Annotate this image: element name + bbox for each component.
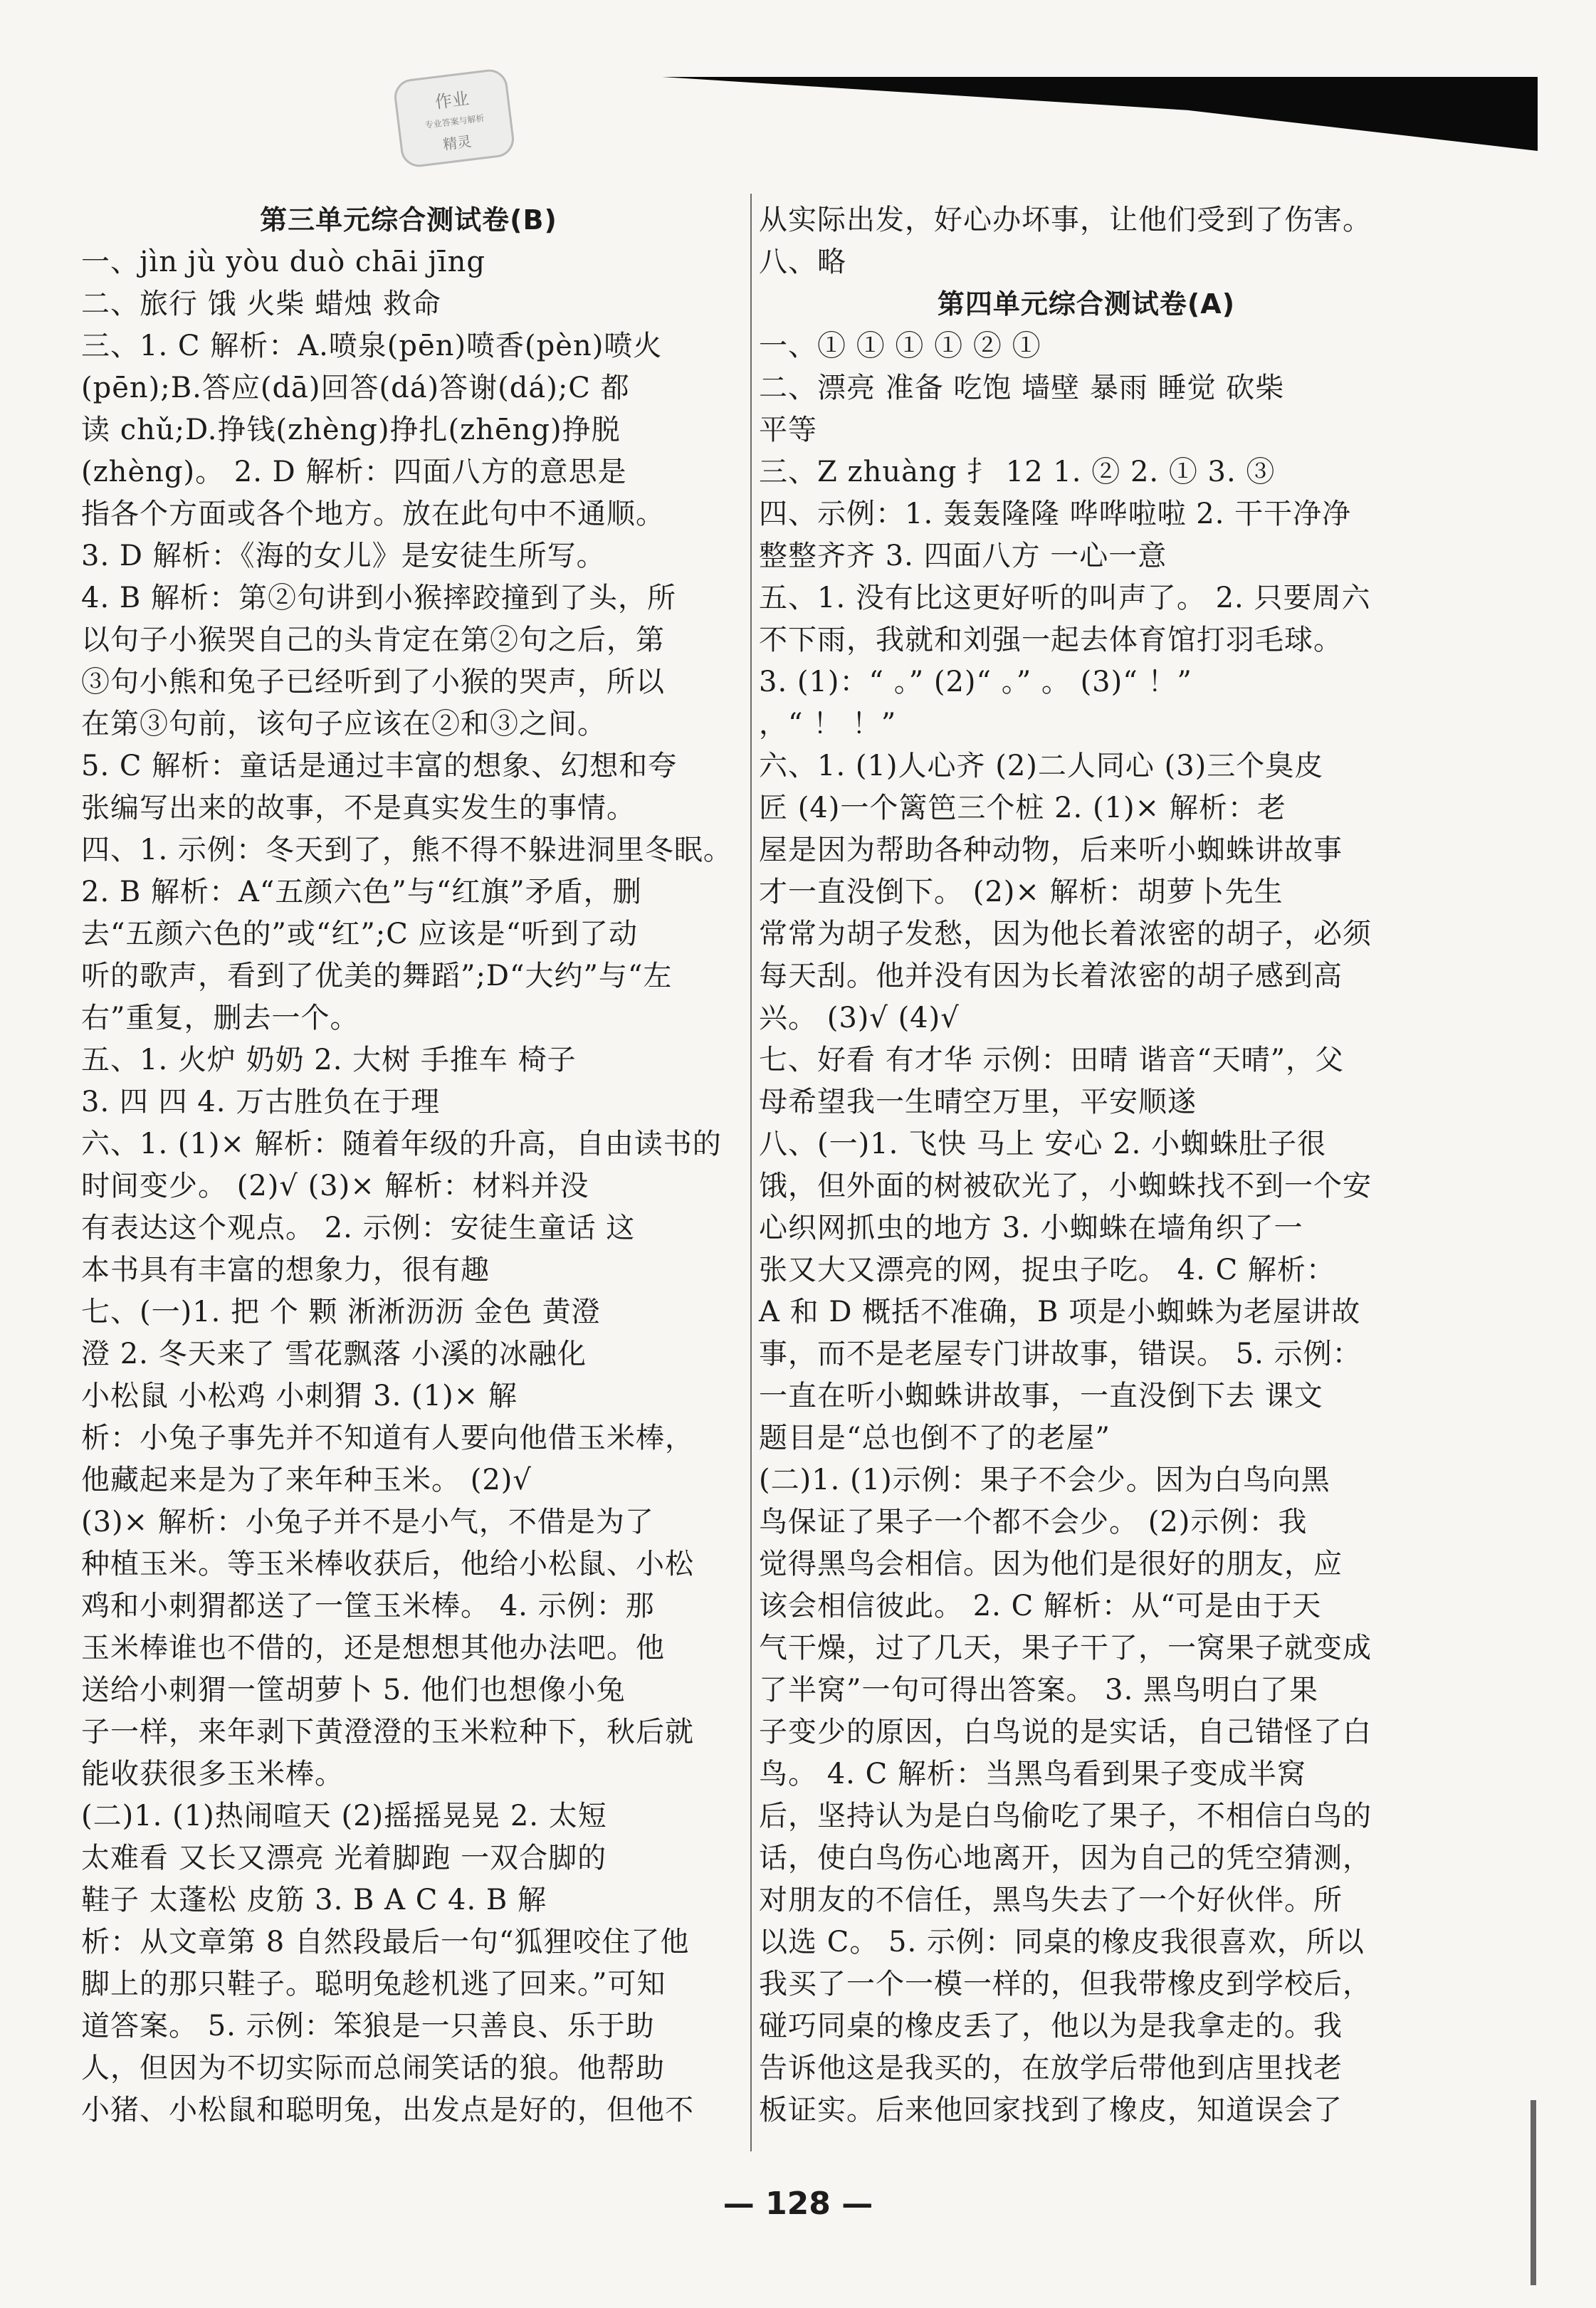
answer-line: 屋是因为帮助各种动物，后来听小蜘蛛讲故事 xyxy=(759,834,1343,866)
answer-line: 六、1. (1)× 解析：随着年级的升高，自由读书的 xyxy=(81,1128,722,1160)
answer-line: 5. C 解析：童话是通过丰富的想象、幻想和夸 xyxy=(81,750,678,782)
section-title: 第四单元综合测试卷(A) xyxy=(937,288,1236,320)
answer-line: 本书具有丰富的想象力，很有趣 xyxy=(81,1254,490,1286)
answer-line: 四、示例：1. 轰轰隆隆 哗哗啦啦 2. 干干净净 xyxy=(759,498,1352,530)
answer-line: 张又大又漂亮的网，捉虫子吃。 4. C 解析： xyxy=(759,1254,1335,1286)
answer-line: 事，而不是老屋专门讲故事，错误。 5. 示例： xyxy=(759,1338,1362,1370)
answer-line: 二、漂亮 准备 吃饱 墙壁 暴雨 睡觉 砍柴 xyxy=(759,372,1285,404)
page-number: — 128 — xyxy=(723,2186,873,2222)
answer-line: 小猪、小松鼠和聪明兔，出发点是好的，但他不 xyxy=(81,2094,694,2126)
answer-line: (二)1. (1)热闹喧天 (2)摇摇晃晃 2. 太短 xyxy=(81,1800,607,1832)
answer-line: 子变少的原因，白鸟说的是实话，自己错怪了白 xyxy=(759,1716,1372,1748)
answer-line: 整整齐齐 3. 四面八方 一心一意 xyxy=(759,540,1167,572)
answer-line: 匠 (4)一个篱笆三个桩 2. (1)× 解析：老 xyxy=(759,792,1286,824)
answer-line: 脚上的那只鞋子。聪明兔趁机逃了回来。”可知 xyxy=(81,1968,666,2000)
answer-line: 每天刮。他并没有因为长着浓密的胡子感到高 xyxy=(759,960,1343,992)
answer-line: 他藏起来是为了来年种玉米。 (2)√ xyxy=(81,1464,532,1496)
answer-line: 以选 C。 5. 示例：同桌的橡皮我很喜欢，所以 xyxy=(759,1926,1365,1958)
answer-line: 心织网抓虫的地方 3. 小蜘蛛在墙角织了一 xyxy=(759,1212,1303,1244)
answer-line: 析：从文章第 8 自然段最后一句“狐狸咬住了他 xyxy=(81,1926,690,1958)
answer-column-right xyxy=(759,199,1414,2131)
answer-line: 鸡和小刺猬都送了一筐玉米棒。 4. 示例：那 xyxy=(81,1590,655,1622)
answer-line: 3. D 解析：《海的女儿》是安徒生所写。 xyxy=(81,540,606,572)
answer-line: (3)× 解析：小兔子并不是小气，不借是为了 xyxy=(81,1506,654,1538)
answer-line: 玉米棒谁也不借的，还是想想其他办法吧。他 xyxy=(81,1632,665,1664)
answer-line: 2. B 解析：A“五颜六色”与“红旗”矛盾，删 xyxy=(81,876,642,908)
answer-line: 送给小刺猬一筐胡萝卜 5. 他们也想像小兔 xyxy=(81,1674,626,1706)
answer-line: 右”重复，删去一个。 xyxy=(81,1002,359,1034)
answer-line: 太难看 又长又漂亮 光着脚跑 一双合脚的 xyxy=(81,1842,607,1874)
answer-line: 鸟保证了果子一个都不会少。 (2)示例：我 xyxy=(759,1506,1308,1538)
answer-line: 碰巧同桌的橡皮丢了，他以为是我拿走的。我 xyxy=(759,2010,1343,2042)
answer-line: 3. 四 四 4. 万古胜负在于理 xyxy=(81,1086,441,1118)
answer-line: 小松鼠 小松鸡 小刺猬 3. (1)× 解 xyxy=(81,1380,518,1412)
answer-line: 鞋子 太蓬松 皮筋 3. B A C 4. B 解 xyxy=(81,1884,547,1916)
header-black-band xyxy=(662,77,1538,151)
answer-line: 二、旅行 饿 火柴 蜡烛 救命 xyxy=(81,288,441,320)
answer-line: 人，但因为不切实际而总闹笑话的狼。他帮助 xyxy=(81,2052,665,2084)
answer-line: 听的歌声，看到了优美的舞蹈”;D“大约”与“左 xyxy=(81,960,673,992)
logo-stamp xyxy=(392,68,516,169)
answer-line: 种植玉米。等玉米棒收获后，他给小松鼠、小松 xyxy=(81,1548,694,1580)
answer-line: ，“ ！ ！” xyxy=(759,708,897,740)
section-title: 第三单元综合测试卷(B) xyxy=(260,204,557,236)
stamp-line-1: 作业 xyxy=(434,88,471,113)
answer-line: 3. (1)：“ 。” (2)“ 。” 。 (3)“ ！” xyxy=(759,666,1192,698)
answer-line: 气干燥，过了几天，果子干了，一窝果子就变成 xyxy=(759,1632,1372,1664)
answer-line: 一、① ① ① ① ② ① xyxy=(759,330,1041,362)
answer-line: A 和 D 概括不准确，B 项是小蜘蛛为老屋讲故 xyxy=(759,1296,1361,1328)
answer-line: 一直在听小蜘蛛讲故事，一直没倒下去 课文 xyxy=(759,1380,1323,1412)
answer-line: 六、1. (1)人心齐 (2)二人同心 (3)三个臭皮 xyxy=(759,750,1324,782)
answer-line: 一、jìn jù yòu duò chāi jīng xyxy=(81,246,485,278)
answer-line: 不下雨，我就和刘强一起去体育馆打羽毛球。 xyxy=(759,624,1343,656)
answer-line: 题目是“总也倒不了的老屋” xyxy=(759,1422,1111,1454)
answer-line: 能收获很多玉米棒。 xyxy=(81,1758,344,1790)
answer-line: 兴。 (3)√ (4)√ xyxy=(759,1002,960,1034)
answer-line: 告诉他这是我买的，在放学后带他到店里找老 xyxy=(759,2052,1343,2084)
answer-line: 析：小兔子事先并不知道有人要向他借玉米棒， xyxy=(81,1422,694,1454)
answer-line: 4. B 解析：第②句讲到小猴摔跤撞到了头，所 xyxy=(81,582,676,614)
answer-line: 读 chǔ;D.挣钱(zhèng)挣扎(zhēng)挣脱 xyxy=(81,414,621,446)
answer-line: 才一直没倒下。 (2)× 解析：胡萝卜先生 xyxy=(759,876,1283,908)
answer-line: 平等 xyxy=(759,414,817,446)
answer-line: 有表达这个观点。 2. 示例：安徒生童话 这 xyxy=(81,1212,636,1244)
answer-line: (pēn);B.答应(dā)回答(dá)答谢(dá);C 都 xyxy=(81,372,630,404)
answer-line: 八、略 xyxy=(759,246,846,278)
answer-line: 常常为胡子发愁，因为他长着浓密的胡子，必须 xyxy=(759,918,1372,950)
answer-line: 了半窝”一句可得出答案。 3. 黑鸟明白了果 xyxy=(759,1674,1319,1706)
answer-line: 话，使白鸟伤心地离开，因为自己的凭空猜测， xyxy=(759,1842,1372,1874)
answer-line: 三、Z zhuàng 扌 12 1. ② 2. ① 3. ③ xyxy=(759,456,1276,488)
answer-line: 张编写出来的故事，不是真实发生的事情。 xyxy=(81,792,636,824)
answer-line: 五、1. 没有比这更好听的叫声了。 2. 只要周六 xyxy=(759,582,1371,614)
column-divider xyxy=(750,194,752,2151)
answer-column-left xyxy=(81,199,736,2131)
answer-line: 板证实。后来他回家找到了橡皮，知道误会了 xyxy=(759,2094,1343,2126)
answer-line: (zhèng)。 2. D 解析：四面八方的意思是 xyxy=(81,456,627,488)
answer-line: 时间变少。 (2)√ (3)× 解析：材料并没 xyxy=(81,1170,589,1202)
answer-line: ③句小熊和兔子已经听到了小猴的哭声，所以 xyxy=(81,666,665,698)
answer-line: 去“五颜六色的”或“红”;C 应该是“听到了动 xyxy=(81,918,639,950)
stamp-line-3: 精灵 xyxy=(441,132,473,154)
answer-line: 母希望我一生晴空万里，平安顺遂 xyxy=(759,1086,1197,1118)
answer-line: 指各个方面或各个地方。放在此句中不通顺。 xyxy=(81,498,665,530)
answer-line: 对朋友的不信任，黑鸟失去了一个好伙伴。所 xyxy=(759,1884,1343,1916)
answer-line: 道答案。 5. 示例：笨狼是一只善良、乐于助 xyxy=(81,2010,655,2042)
answer-line: 饿，但外面的树被砍光了，小蜘蛛找不到一个安 xyxy=(759,1170,1372,1202)
answer-line: 三、1. C 解析：A.喷泉(pēn)喷香(pèn)喷火 xyxy=(81,330,663,362)
answer-line: 在第③句前，该句子应该在②和③之间。 xyxy=(81,708,607,740)
answer-line: 八、(一)1. 飞快 马上 安心 2. 小蜘蛛肚子很 xyxy=(759,1128,1327,1160)
answer-line: 子一样，来年剥下黄澄澄的玉米粒种下，秋后就 xyxy=(81,1716,694,1748)
answer-line: (二)1. (1)示例：果子不会少。因为白鸟向黑 xyxy=(759,1464,1330,1496)
answer-line: 觉得黑鸟会相信。因为他们是很好的朋友，应 xyxy=(759,1548,1343,1580)
answer-line: 鸟。 4. C 解析：当黑鸟看到果子变成半窝 xyxy=(759,1758,1306,1790)
answer-line: 该会相信彼此。 2. C 解析：从“可是由于天 xyxy=(759,1590,1322,1622)
answer-line: 我买了一个一模一样的，但我带橡皮到学校后， xyxy=(759,1968,1372,2000)
answer-line: 五、1. 火炉 奶奶 2. 大树 手推车 椅子 xyxy=(81,1044,577,1076)
answer-line: 后，坚持认为是白鸟偷吃了果子，不相信白鸟的 xyxy=(759,1800,1372,1832)
answer-line: 七、(一)1. 把 个 颗 淅淅沥沥 金色 黄澄 xyxy=(81,1296,601,1328)
answer-line: 四、1. 示例：冬天到了，熊不得不躲进洞里冬眠。 xyxy=(81,834,733,866)
stamp-line-2: 专业答案与解析 xyxy=(424,112,485,131)
answer-line: 七、好看 有才华 示例：田晴 谐音“天晴”，父 xyxy=(759,1044,1345,1076)
answer-line: 澄 2. 冬天来了 雪花飘落 小溪的冰融化 xyxy=(81,1338,587,1370)
answer-line: 从实际出发，好心办坏事，让他们受到了伤害。 xyxy=(759,204,1372,236)
answer-line: 以句子小猴哭自己的头肯定在第②句之后，第 xyxy=(81,624,665,656)
